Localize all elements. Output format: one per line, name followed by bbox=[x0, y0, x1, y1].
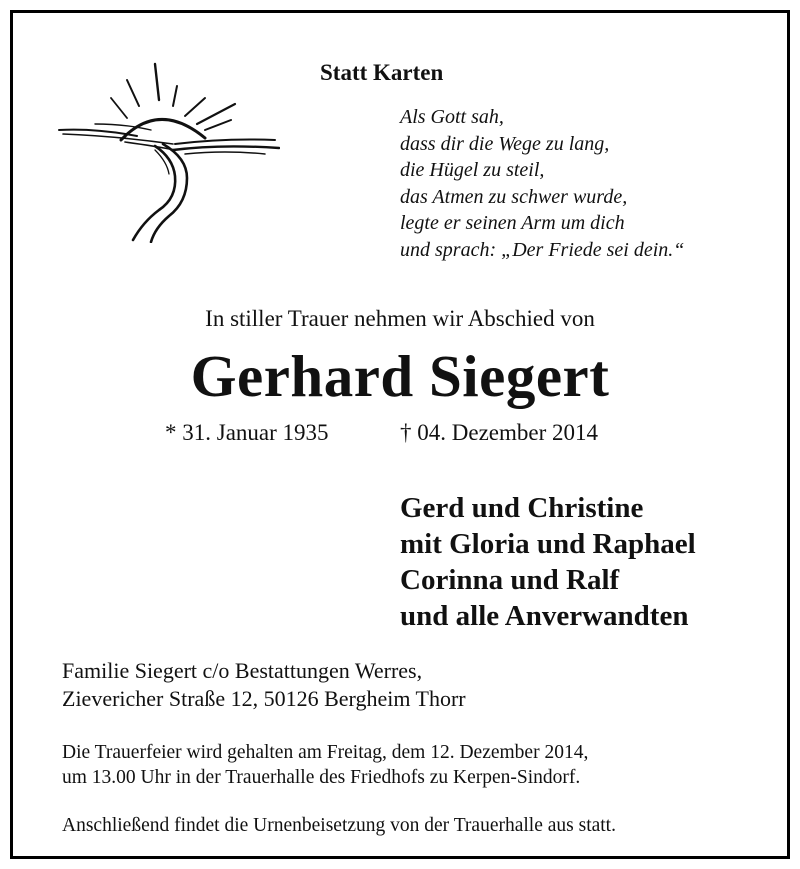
address-line: Zievericher Straße 12, 50126 Bergheim Thorr bbox=[62, 686, 466, 711]
contact-address bbox=[62, 657, 466, 713]
ceremony-line: um 13.00 Uhr in der Trauerhalle des Friedhofs zu Kerpen-Sindorf. bbox=[62, 767, 581, 788]
sunrise-path-icon bbox=[55, 58, 280, 243]
statt-karten-heading: Statt Karten bbox=[320, 60, 444, 85]
birth-date: * 31. Januar 1935 bbox=[165, 420, 329, 445]
address-line: Familie Siegert c/o Bestattungen Werres, bbox=[62, 658, 423, 683]
mourning-intro: In stiller Trauer nehmen wir Abschied von bbox=[205, 306, 595, 331]
mourner-line: Gerd und Christine bbox=[400, 492, 644, 524]
poem-line: legte er seinen Arm um dich bbox=[400, 212, 625, 234]
poem-line: das Atmen zu schwer wurde, bbox=[400, 185, 628, 208]
poem bbox=[400, 104, 684, 263]
mourners-list bbox=[400, 490, 696, 634]
deceased-name: Gerhard Siegert bbox=[190, 343, 610, 409]
mourner-line: und alle Anverwandten bbox=[400, 600, 689, 632]
poem-line: Als Gott sah, bbox=[400, 106, 504, 128]
poem-line: und sprach: „Der Friede sei dein.“ bbox=[400, 238, 685, 261]
mourner-line: mit Gloria und Raphael bbox=[400, 528, 696, 560]
poem-line: die Hügel zu steil, bbox=[400, 159, 545, 181]
mourner-line: Corinna und Ralf bbox=[400, 564, 620, 596]
ceremony-line: Die Trauerfeier wird gehalten am Freitag, dem 12. Dezember 2014, bbox=[62, 742, 589, 763]
ceremony-info bbox=[62, 740, 588, 790]
poem-line: dass dir die Wege zu lang, bbox=[400, 132, 610, 155]
burial-info: Anschließend findet die Urnenbeisetzung von der Trauerhalle aus statt. bbox=[62, 815, 616, 836]
death-date: † 04. Dezember 2014 bbox=[400, 420, 598, 445]
